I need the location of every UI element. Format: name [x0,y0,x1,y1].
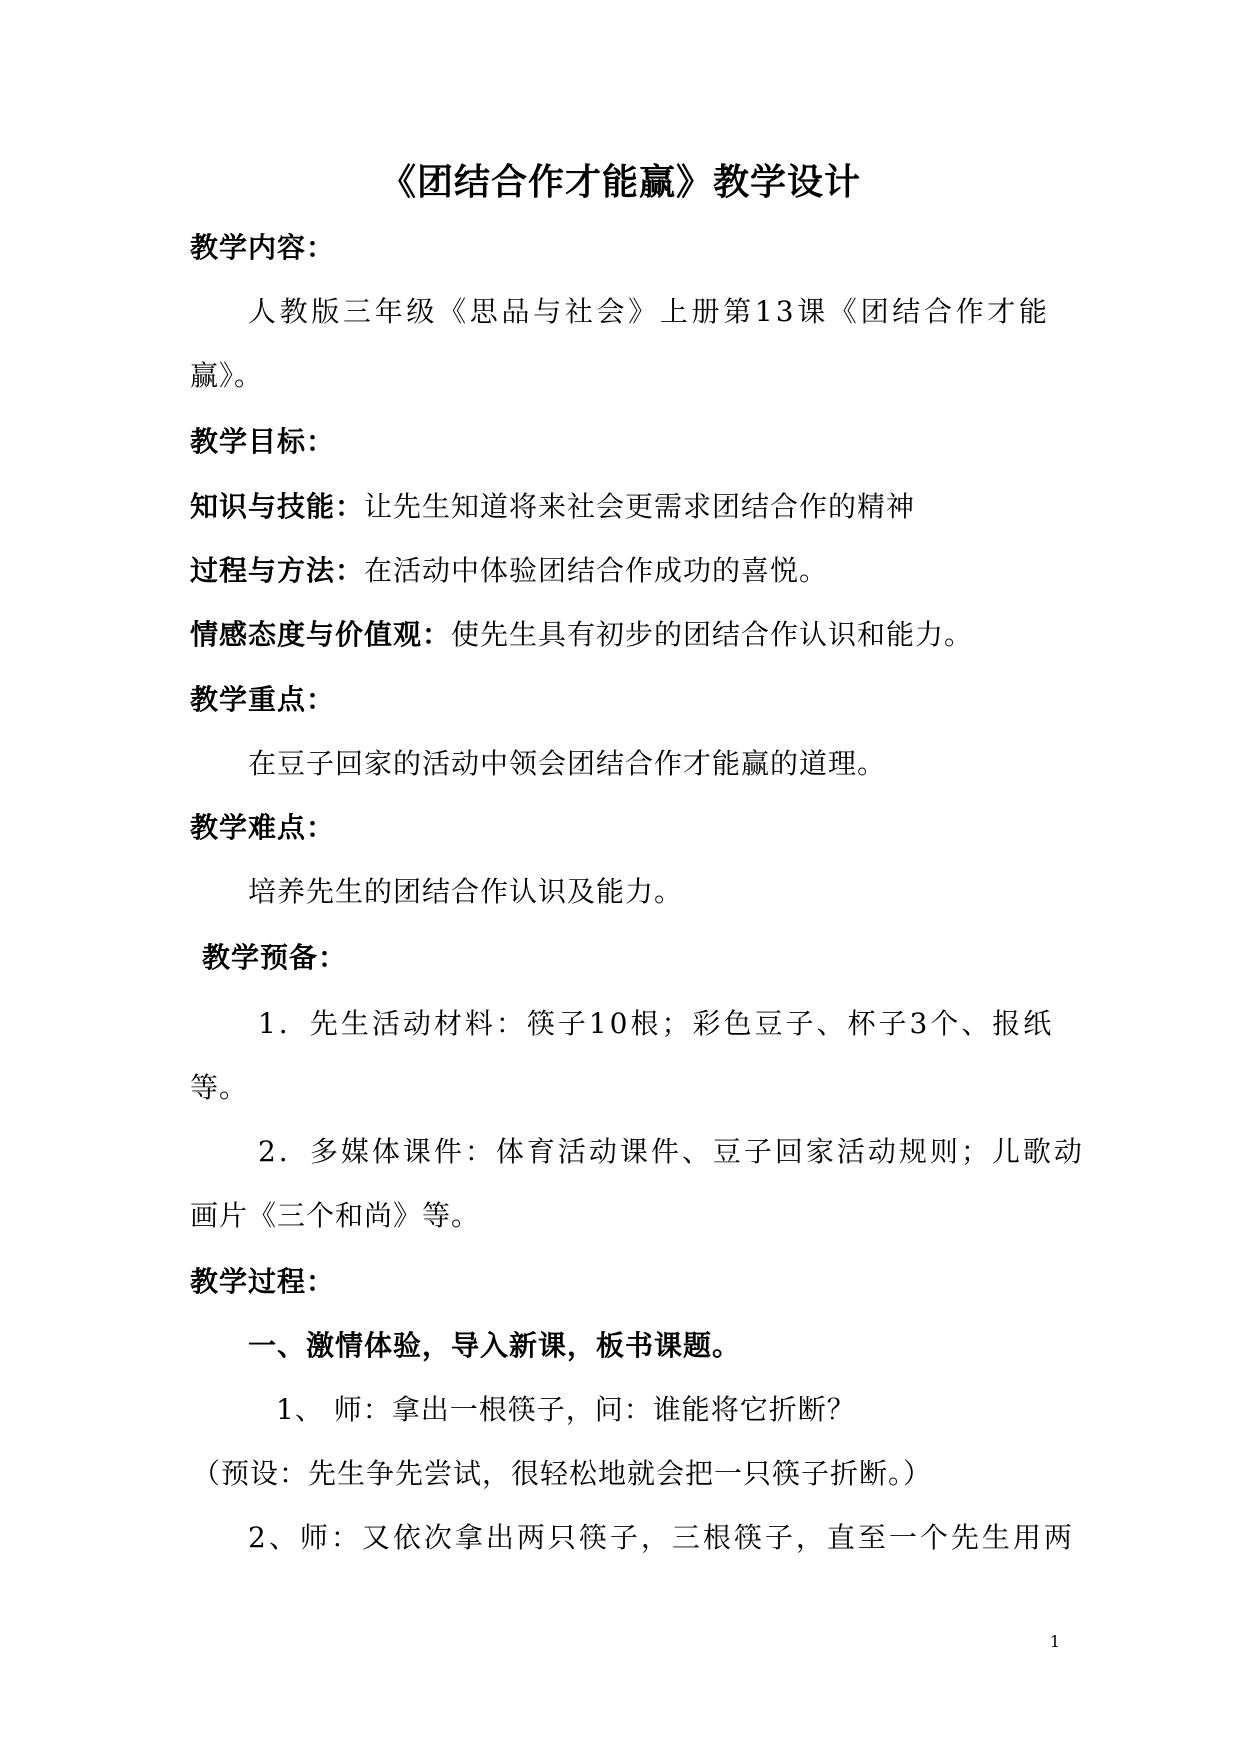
step-2-line-1: 2、师：又依次拿出两只筷子，三根筷子，直至一个先生用两 [248,1521,1075,1554]
content-paragraph-line-1: 人教版三年级《思品与社会》上册第13课《团结合作才能 [248,295,1050,328]
preparation-heading: 教学预备： [202,941,348,974]
document-title: 《团结合作才能赢》教学设计 [379,162,861,203]
goals-heading: 教学目标： [190,425,336,458]
difficulty-text: 培养先生的团结合作认识及能力。 [248,875,684,908]
prep-item-1-line-2: 等。 [190,1071,249,1104]
prep-item-2-line-2: 画片《三个和尚》等。 [190,1199,481,1232]
difficulty-heading: 教学难点： [190,811,336,844]
goal-process-label: 过程与方法： [190,554,365,587]
prep-item-1-line-1: 1．先生活动材料：筷子10根；彩色豆子、杯子3个、报纸 [258,1007,1055,1040]
content-heading: 教学内容： [190,231,336,264]
goal-emotion [190,615,1050,655]
goal-knowledge-label: 知识与技能： [190,490,365,523]
section-1-heading: 一、激情体验，导入新课，板书课题。 [248,1329,742,1362]
goal-emotion-text: 使先生具有初步的团结合作认识和能力。 [451,618,974,651]
goal-knowledge [190,487,1050,527]
key-points-text: 在豆子回家的活动中领会团结合作才能赢的道理。 [248,747,887,780]
goal-knowledge-text: 让先生知道将来社会更需求团结合作的精神 [364,490,916,523]
page-number: 1 [1049,1632,1060,1651]
process-heading: 教学过程： [190,1265,336,1298]
goal-process [190,551,1050,591]
key-points-heading: 教学重点： [190,683,336,716]
step-1-text: 1、 师：拿出一根筷子，问：谁能将它折断？ [276,1393,856,1426]
content-paragraph-line-2: 赢》。 [190,359,264,392]
goal-process-text: 在活动中体验团结合作成功的喜悦。 [364,554,829,587]
prep-item-2-line-1: 2．多媒体课件：体育活动课件、豆子回家活动规则；儿歌动 [258,1135,1085,1168]
goal-emotion-label: 情感态度与价值观： [190,618,452,651]
step-1-note: （预设：先生争先尝试，很轻松地就会把一只筷子折断。） [192,1457,933,1490]
